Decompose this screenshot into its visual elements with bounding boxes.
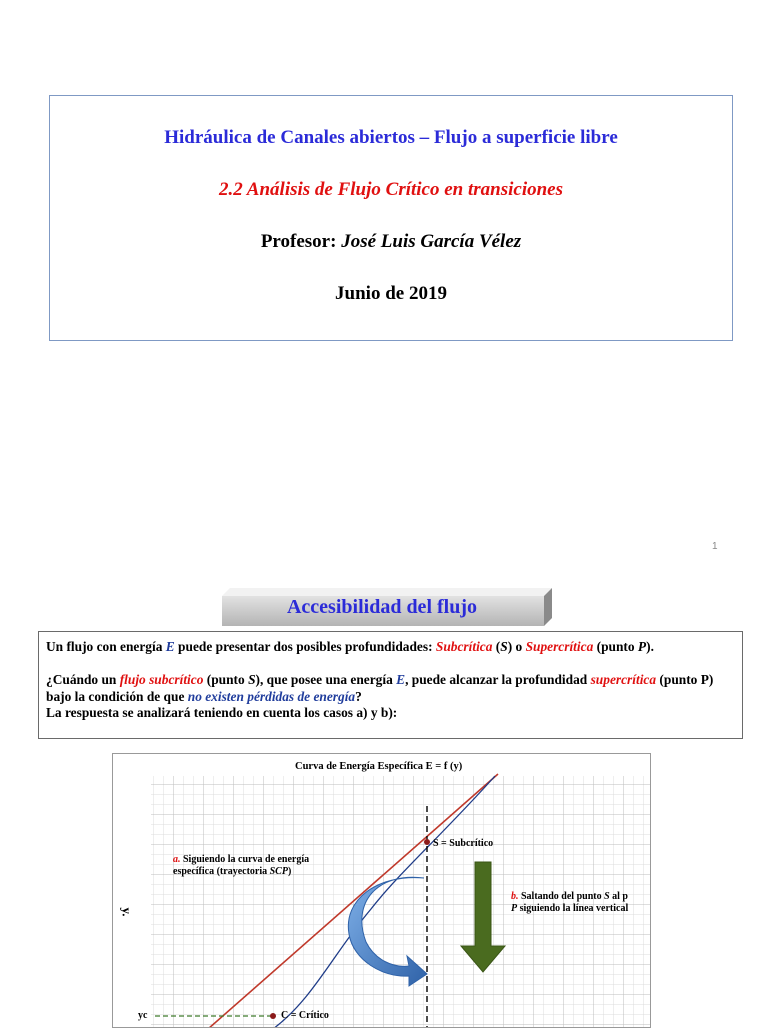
section-banner <box>222 588 552 626</box>
p2-flujo-subcritico: flujo subcrítico <box>119 672 204 687</box>
annotation-b-s: S <box>604 891 610 902</box>
annotation-b-line1: Saltando del punto <box>518 891 605 902</box>
p1-subcritica: Subcrítica <box>435 639 493 654</box>
p1-text-b: puede presentar dos posibles profundidades: <box>174 639 436 654</box>
annotation-b-line1-end: al p <box>609 891 628 902</box>
annotation-a-scp: SCP <box>269 866 288 877</box>
course-title: Hidráulica de Canales abiertos – Flujo a superficie libre <box>164 127 618 148</box>
p2-text-f: ? <box>355 688 362 704</box>
p2-text-e: (punto P) bajo la condición de que <box>46 672 714 704</box>
p2-text-d: , puede alcanzar la profundidad <box>405 672 591 687</box>
paragraph-3: La respuesta se analizará teniendo en cuenta los casos a) y b): <box>46 705 398 720</box>
point-s <box>424 839 430 845</box>
lecture-date: Junio de 2019 <box>335 283 447 304</box>
page-number: 1 <box>712 541 718 552</box>
p1-point-p: P <box>637 639 647 654</box>
p1-supercritica: Supercrítica <box>525 639 594 654</box>
annotation-b-letter: b. <box>511 891 519 902</box>
p2-text-b: (punto <box>203 672 249 687</box>
p1-energy-symbol: E <box>165 639 175 654</box>
annotation-a-letter: a. <box>173 854 181 865</box>
lecture-subtitle: 2.2 Análisis de Flujo Crítico en transiciones <box>219 179 563 200</box>
annotation-b <box>511 891 628 915</box>
p1-text-d: ) o <box>507 639 526 654</box>
annotation-a-line1: Siguiendo la curva de energía <box>180 854 310 865</box>
question-textbox <box>38 631 743 739</box>
annotation-b-p: P <box>511 903 518 914</box>
professor-label: Profesor: <box>260 231 337 252</box>
p2-text-a: ¿Cuándo un <box>46 672 120 687</box>
label-c-critico: C = Crítico <box>281 1010 329 1021</box>
annotation-a-close: ) <box>287 866 292 877</box>
annotation-a <box>173 854 309 878</box>
professor-name: José Luis García Vélez <box>336 231 522 252</box>
p2-text-c: ), que posee una energía <box>255 672 397 687</box>
y-axis-label: y. <box>119 907 135 917</box>
chart-title: Curva de Energía Específica E = f (y) <box>295 761 463 772</box>
label-s-subcritico: S = Subcrítico <box>433 838 494 849</box>
p1-text-f: ). <box>646 639 654 654</box>
p1-text-a: Un flujo con energía <box>46 639 166 654</box>
banner-title: Accesibilidad del flujo <box>286 596 477 618</box>
energy-curve-chart <box>112 753 651 1028</box>
annotation-a-line2: específica (trayectoria <box>173 866 270 877</box>
paragraph-2 <box>46 672 738 722</box>
annotation-b-line2: siguiendo la línea vertical <box>517 903 629 914</box>
point-c <box>270 1013 276 1019</box>
paragraph-1 <box>46 639 654 656</box>
p2-energy-symbol: E <box>396 672 406 687</box>
p2-supercritica: supercrítica <box>590 672 657 687</box>
label-yc: yc <box>138 1010 148 1021</box>
p2-no-perdidas: no existen pérdidas de energía <box>187 688 356 704</box>
p2-point-s: S <box>248 672 256 687</box>
professor-line <box>50 231 732 253</box>
p1-text-c: ( <box>492 639 501 654</box>
p1-text-e: (punto <box>593 639 638 654</box>
p1-point-s: S <box>500 639 508 654</box>
title-slide <box>49 95 733 341</box>
